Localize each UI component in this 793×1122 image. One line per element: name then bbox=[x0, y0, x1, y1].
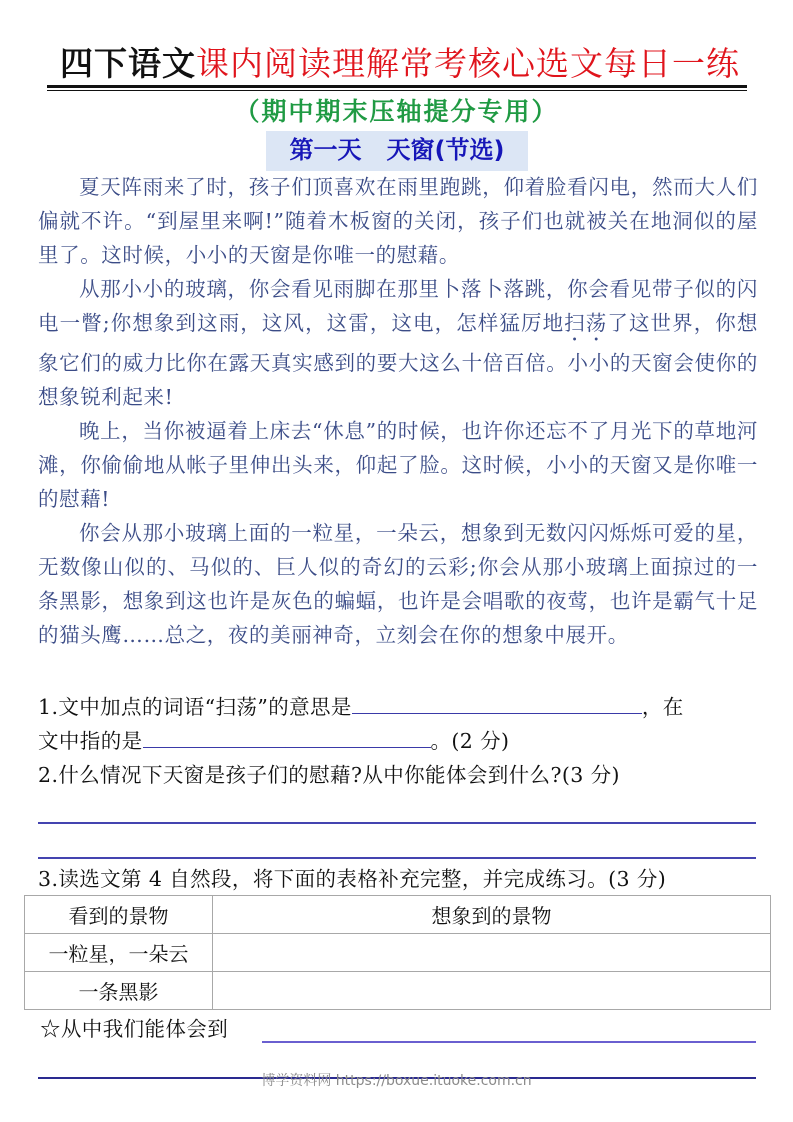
subtitle: （期中期末压轴提分专用） bbox=[234, 97, 559, 126]
paragraph-3: 晚上，当你被逼着上床去“休息”的时候，也许你还忘不了月光下的草地河滩，你偷偷地从帐子里伸出头来，仰起了脸。这时候，小小的天窗又是你唯一的慰藉! bbox=[38, 419, 758, 511]
table-cell-seen: 一粒星，一朵云 bbox=[25, 934, 213, 972]
paragraph-2-after: 了这世界，你想象它们的威力比你在露天真实感到的要大这么十倍百倍。小小的天窗会使你的想象锐利起来! bbox=[38, 311, 759, 409]
q1-text-c: 文中指的是 bbox=[38, 729, 143, 753]
table-header-seen: 看到的景物 bbox=[25, 896, 213, 934]
q1-text-a: 1.文中加点的词语“扫荡”的意思是 bbox=[38, 695, 352, 719]
day-title: 第一天 天窗(节选) bbox=[289, 136, 505, 164]
paragraph-2-before: 从那小小的玻璃，你会看见雨脚在那里卜落卜落跳，你会看见带子似的闪电一瞥;你想象到这雨，这风，这雷，这电，怎样猛厉地 bbox=[38, 277, 758, 335]
paragraph-1: 夏天阵雨来了时，孩子们顶喜欢在雨里跑跳，仰着脸看闪电，然而大人们偏就不许。“到屋里来啊!”随着木板窗的关闭，孩子们也就被关在地洞似的屋里了。这时候，小小的天窗是你唯一的慰藉。 bbox=[38, 175, 758, 267]
title-series-name: 课内阅读理解常考核心选文每日一练 bbox=[196, 44, 740, 83]
table-cell-imagined-answer[interactable] bbox=[213, 934, 771, 972]
title-rule-thick bbox=[47, 85, 747, 88]
paragraph-2 bbox=[38, 272, 758, 414]
q1-text-d: 。(2 分) bbox=[430, 729, 510, 753]
table-header-row bbox=[25, 896, 771, 934]
scene-table bbox=[24, 895, 771, 1010]
q1-answer-blank-1[interactable] bbox=[352, 693, 642, 714]
reading-passage bbox=[38, 170, 758, 652]
question-1 bbox=[38, 690, 758, 758]
question-3: 3.读选文第 4 自然段，将下面的表格补充完整，并完成练习。(3 分) bbox=[38, 867, 667, 891]
table-cell-seen: 一条黑影 bbox=[25, 972, 213, 1010]
q3-answer-line-1[interactable] bbox=[262, 1041, 756, 1043]
dotted-word: 扫荡 bbox=[564, 311, 608, 335]
question-2: 2.什么情况下天窗是孩子们的慰藉?从中你能体会到什么?(3 分) bbox=[38, 763, 620, 787]
q2-answer-line-1[interactable] bbox=[38, 822, 756, 824]
table-cell-imagined-answer[interactable] bbox=[213, 972, 771, 1010]
q1-text-b: ，在 bbox=[641, 695, 684, 719]
table-row bbox=[25, 934, 771, 972]
footer-watermark: 博学资料网 https://boxue.ituoke.com.cn bbox=[261, 1073, 532, 1089]
title-grade-subject: 四下语文 bbox=[60, 44, 196, 83]
table-header-imagined: 想象到的景物 bbox=[213, 896, 771, 934]
paragraph-4: 你会从那小玻璃上面的一粒星，一朵云，想象到无数闪闪烁烁可爱的星，无数像山似的、马似的、巨人似的奇幻的云彩;你会从那小玻璃上面掠过的一条黑影，想象到这也许是灰色的蝙蝠，也许是会唱歌的夜莺，也许是霸气十足的猫头鹰……总之，夜的美丽神奇，立刻会在你的想象中展开。 bbox=[38, 521, 758, 647]
star-prompt-text: ☆从中我们能体会到 bbox=[40, 1017, 229, 1041]
table-row bbox=[25, 972, 771, 1010]
q2-answer-line-2[interactable] bbox=[38, 857, 756, 859]
page-title bbox=[50, 42, 750, 86]
title-rule-thin bbox=[47, 90, 747, 91]
q1-answer-blank-2[interactable] bbox=[143, 727, 431, 748]
